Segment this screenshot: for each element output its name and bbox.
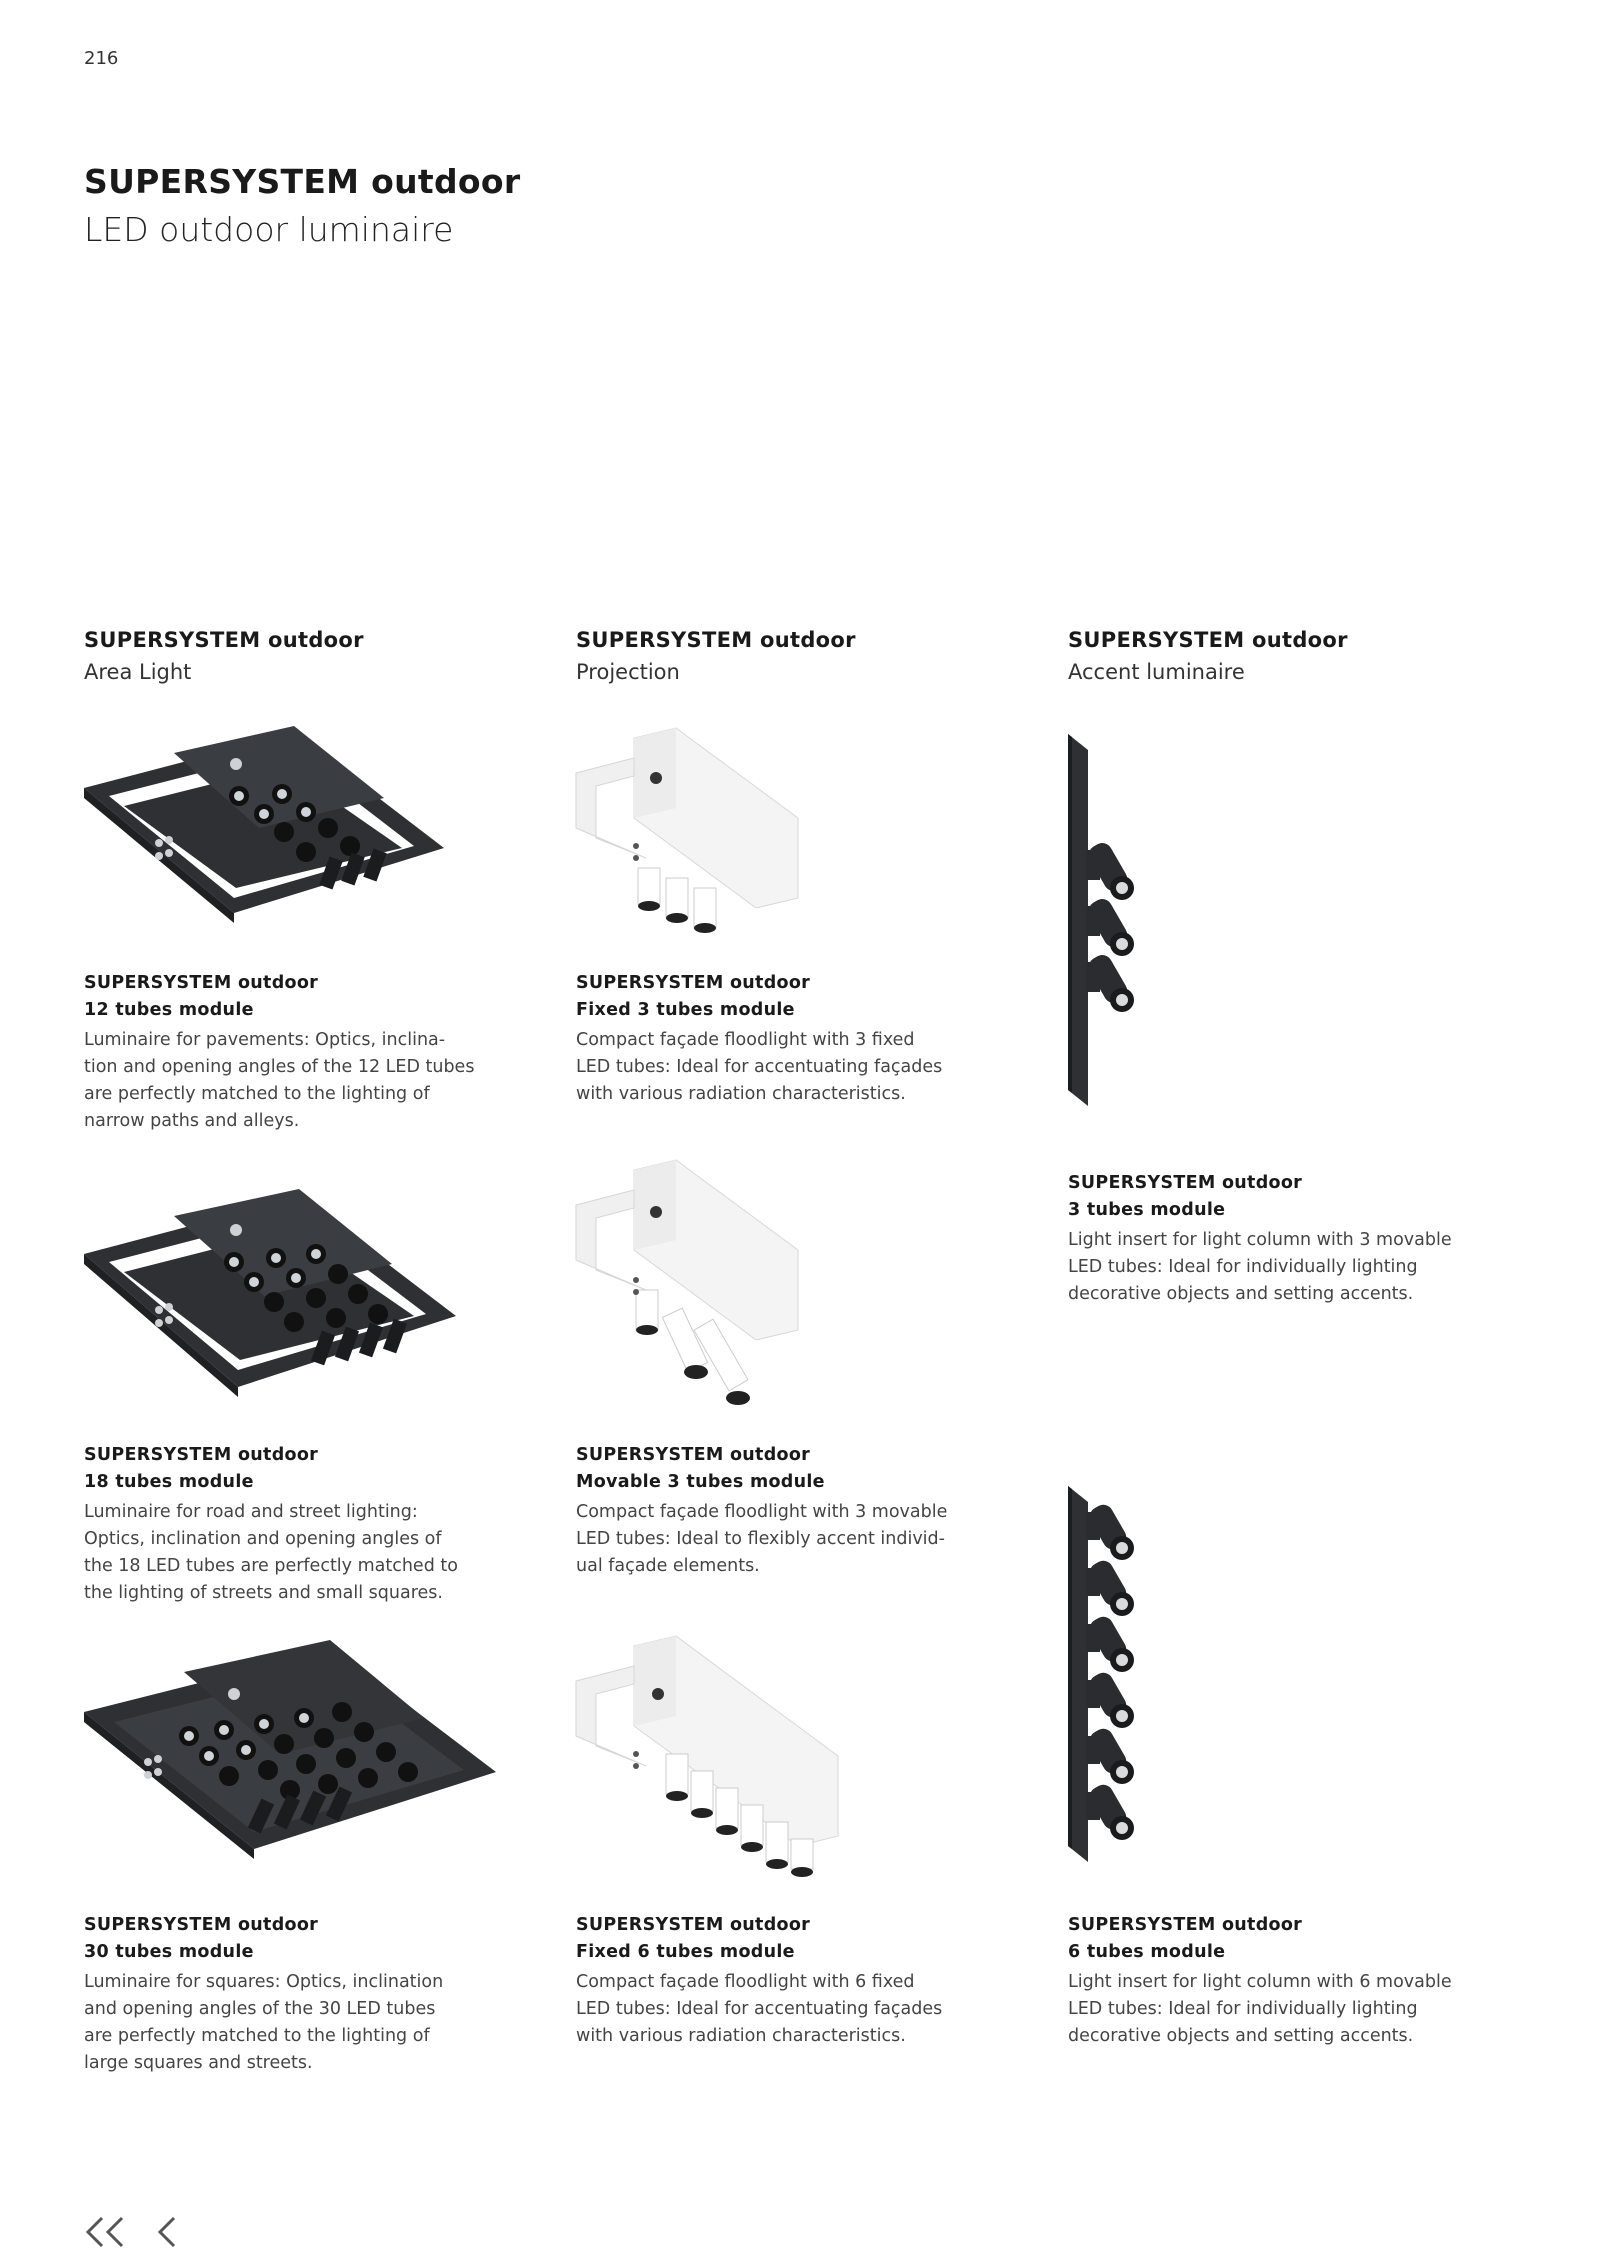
column-subtitle: Projection <box>576 660 680 684</box>
column-title: SUPERSYSTEM outdoor <box>1068 628 1348 652</box>
product-description: Compact façade floodlight with 3 fixed LED tubes: Ideal for accentuating façades with various radiation characteristics. <box>576 1030 943 1104</box>
product-projection-movable-3-tubes <box>576 1442 996 1580</box>
product-series: SUPERSYSTEM outdoor <box>576 1445 811 1465</box>
double-chevron-left-icon[interactable] <box>84 2216 128 2248</box>
projection-movable-3-tubes-image <box>576 1160 806 1410</box>
product-name: Movable 3 tubes module <box>576 1472 825 1492</box>
projection-fixed-6-tubes-image <box>576 1636 846 1876</box>
product-series: SUPERSYSTEM outdoor <box>576 973 811 993</box>
column-accent-luminaire <box>1068 628 1348 684</box>
page-title: SUPERSYSTEM outdoor <box>84 162 521 201</box>
product-description: Luminaire for pavements: Optics, inclina- tion and opening angles of the 12 LED tubes are perfectly matched to the lighting of narrow paths and alleys. <box>84 1030 475 1131</box>
product-name: 3 tubes module <box>1068 1200 1226 1220</box>
product-projection-fixed-3-tubes <box>576 970 996 1108</box>
product-series: SUPERSYSTEM outdoor <box>576 1915 811 1935</box>
product-series: SUPERSYSTEM outdoor <box>84 1915 319 1935</box>
product-area-18-tubes <box>84 1442 504 1607</box>
area-light-12-tubes-image <box>84 728 454 928</box>
page-number: 216 <box>84 48 119 69</box>
product-description: Light insert for light column with 3 movable LED tubes: Ideal for individually lighting decorative objects and setting accents. <box>1068 1230 1452 1304</box>
product-accent-3-tubes <box>1068 1170 1488 1308</box>
page-subtitle: LED outdoor luminaire <box>84 210 454 249</box>
column-area-light <box>84 628 364 684</box>
product-series: SUPERSYSTEM outdoor <box>1068 1173 1303 1193</box>
product-description: Light insert for light column with 6 movable LED tubes: Ideal for individually lighting decorative objects and setting accents. <box>1068 1972 1452 2046</box>
product-series: SUPERSYSTEM outdoor <box>84 973 319 993</box>
accent-6-tubes-image <box>1068 1486 1178 1862</box>
product-accent-6-tubes <box>1068 1912 1488 2050</box>
column-projection <box>576 628 856 684</box>
area-light-18-tubes-image <box>84 1192 464 1402</box>
column-subtitle: Area Light <box>84 660 192 684</box>
product-name: 12 tubes module <box>84 1000 254 1020</box>
product-area-30-tubes <box>84 1912 504 2077</box>
product-description: Luminaire for squares: Optics, inclination and opening angles of the 30 LED tubes are perfectly matched to the lighting of large squares and streets. <box>84 1972 444 2073</box>
column-subtitle: Accent luminaire <box>1068 660 1245 684</box>
product-description: Compact façade floodlight with 3 movable LED tubes: Ideal to flexibly accent individ- ual façade elements. <box>576 1502 948 1576</box>
product-name: Fixed 6 tubes module <box>576 1942 795 1962</box>
product-name: Fixed 3 tubes module <box>576 1000 795 1020</box>
product-name: 18 tubes module <box>84 1472 254 1492</box>
product-area-12-tubes <box>84 970 504 1135</box>
column-title: SUPERSYSTEM outdoor <box>84 628 364 652</box>
product-name: 30 tubes module <box>84 1942 254 1962</box>
product-description: Compact façade floodlight with 6 fixed LED tubes: Ideal for accentuating façades with various radiation characteristics. <box>576 1972 943 2046</box>
area-light-30-tubes-image <box>84 1644 504 1864</box>
accent-3-tubes-image <box>1068 734 1178 1106</box>
projection-fixed-3-tubes-image <box>576 728 806 928</box>
product-series: SUPERSYSTEM outdoor <box>84 1445 319 1465</box>
product-name: 6 tubes module <box>1068 1942 1226 1962</box>
product-series: SUPERSYSTEM outdoor <box>1068 1915 1303 1935</box>
product-projection-fixed-6-tubes <box>576 1912 996 2050</box>
product-description: Luminaire for road and street lighting: Optics, inclination and opening angles of the 18 LED tubes are perfectly matched to the lighting of streets and small squares. <box>84 1502 458 1603</box>
column-title: SUPERSYSTEM outdoor <box>576 628 856 652</box>
chevron-left-icon[interactable] <box>156 2216 180 2248</box>
